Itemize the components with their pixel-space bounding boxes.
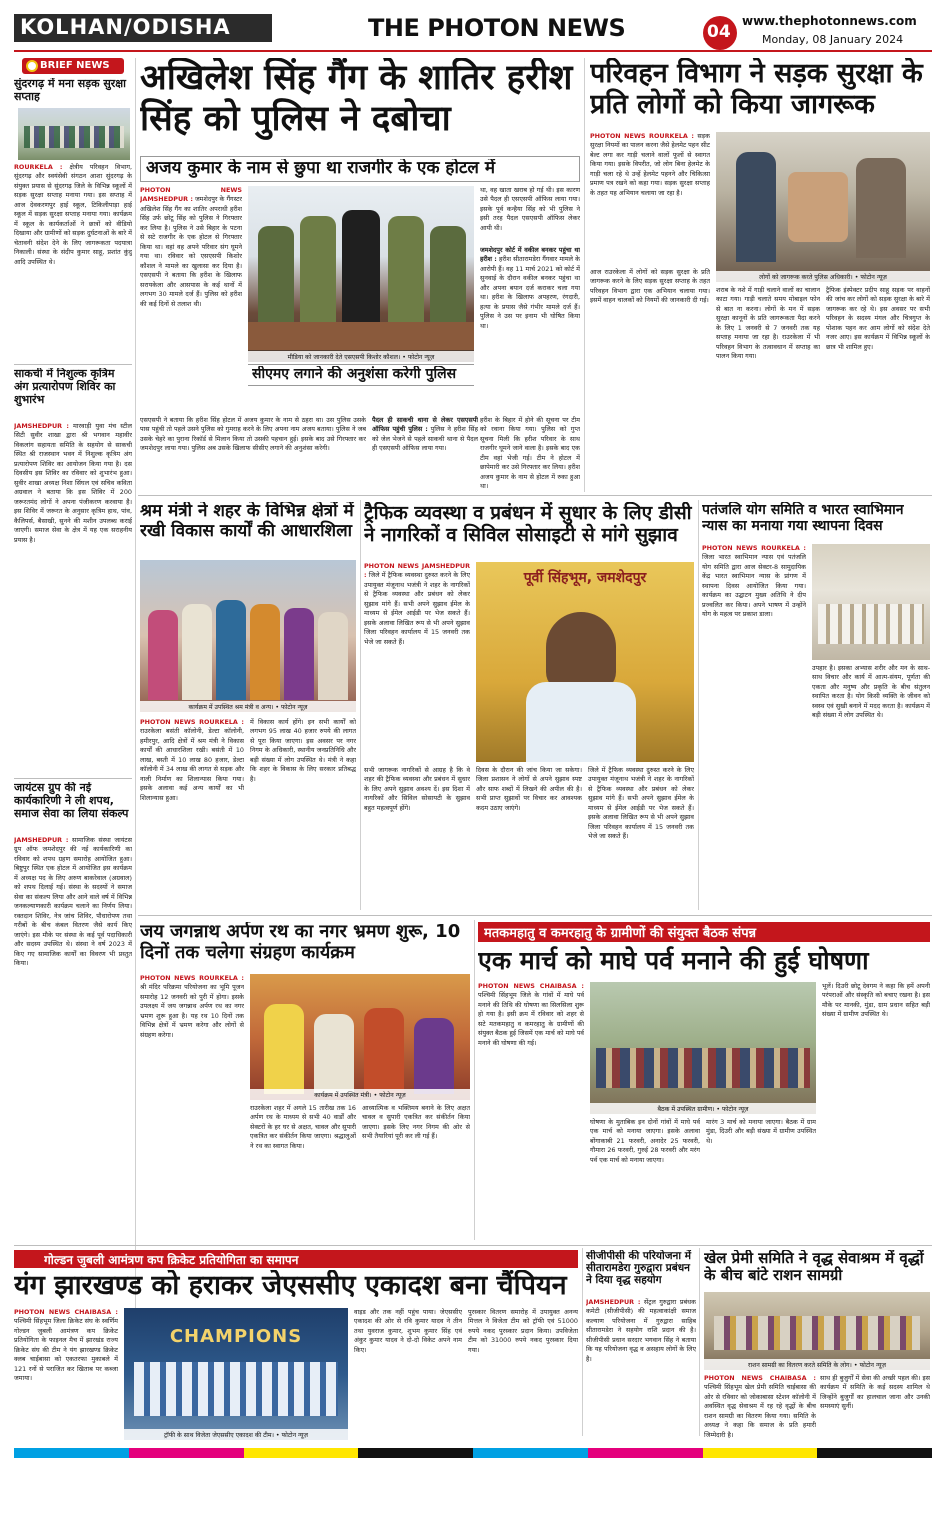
- lead-bottom-text: एसएसपी ने बताया कि हरीश सिंह होटल में अजय कुमार के नाम से ठहरा था। उस पुलिस उसके पास पहुंची तो पहले उसने पुलिस को गुमराह करने के लिए अपना नाम अजय बताया। पुलिस ने जब उसके चेहरे का पुराना रिकॉर्ड से मिलान किया तो उसकी पहचान हुई। इसके बाद उसे गिरफ्तार कर जमशेदपुर लाया गया। पुलिस अब उसके खिलाफ सीसीए लगाने की अनुशंसा करेगी।: [140, 416, 366, 453]
- photon-logo-icon: [26, 60, 38, 72]
- lead-sakchi-block: पैदल ही साकची थाना से लेकर एसएसपी ऑफिस पहुंची पुलिस : पुलिस ने हरीश सिंह को जेल भेजने से पहले साकची थाना से पैदल ही एसएसपी ऑफिस लाया गया।: [372, 416, 478, 453]
- cricket-col-1: PHOTON NEWS CHAIBASA : पश्चिमी सिंहभूम जिला क्रिकेट संघ के स्वर्णिम गोल्डन जुबली आमंत्रण कप क्रिकेट प्रतियोगिता के फाइनल मैच में झारखंड राज्य क्रिकेट संघ की टीम ने यंग झारखण्ड क्रिकेट क्लब चाईबासा को एकतरफा मुकाबले में 121 रनों से पराजित कर खिताब पर कब्जा जमाया।: [14, 1308, 118, 1383]
- transport-photo: [716, 132, 930, 282]
- cricket-headline: यंग झारखण्ड को हराकर जेएससीए एकादश बना चैंपियन: [14, 1270, 567, 1301]
- traffic-photo-label: पूर्वी सिंहभूम, जमशेदपुर: [523, 570, 647, 586]
- brief-body: JAMSHEDPUR : मारवाड़ी युवा मंच स्टील सिटी सुवीर शाखा द्वारा श्री भगवान महावीर विकलांग सहायता समिति के सहयोग से साकची स्थित श्री राजस्थान भवन में निशुल्क कृत्रिम अंग प्रत्यारोपण शिविर का आयोजन किया गया है। दस दिवसीय इस शिविर का रविवार को शुभारंभ हुआ। सुवीर शाखा अध्यक्ष निशा सिंघल एवं सचिव कविता अग्रवाल ने बताया कि इस शिविर में 200 जरूरतमंद लोगों ने अपना पंजीकरण करवाया है। इस शिविर में जरूरत के अनुसार कृत्रिम हाथ, पांव, कैलिपर्स, बैसाखी, सुनने की मशीन उपलब्ध कराई जाएगी। समाज सेवा के क्षेत्र में यह एक सराहनीय प्रयास है।: [14, 422, 132, 544]
- lead-col-extra: हरीश के बिहार में होने की सूचना पर टीम को रवाना किया गया। पुलिस को गुप्त सूचना मिली कि हरीश परिवार के साथ राजगीर घूमने जाने वाला है। इसके बाद एक टीम वहां भेजी गई। टीम ने होटल में छापेमारी कर उसे गिरफ्तार कर लिया। हरीश अजय कुमार के नाम से होटल में रुका हुआ था।: [480, 416, 580, 490]
- traffic-headline: ट्रैफिक व्यवस्था व प्रबंधन में सुधार के लिए डीसी ने नागरिकों व सिविल सोसाइटी से मांगे सुझाव: [364, 502, 692, 547]
- lead-col-1: PHOTON NEWS JAMSHEDPUR : जमशेदपुर के गैंगस्टर अखिलेश सिंह गैंग का शातिर अपराधी हरीश सिंह उर्फ छोटू सिंह को पुलिस ने गिरफ्तार कर लिया है। पुलिस ने उसे बिहार के पटना से सटे राजगीर के एक होटल से गिरफ्तार किया था। वहां वह अपने परिवार संग घूमने गया था। रविवार को एसएसपी किशोर कौशल ने मामले का खुलासा कर दिया है। एसएसपी ने बताया कि हरीश के खिलाफ सरायकेला और आसपास के कई थानों में लगभग 30 मामले दर्ज हैं। पुलिस को हरीश की कई दिनों से तलाश थी।: [140, 186, 242, 308]
- transport-story: [590, 56, 930, 492]
- jagannath-col-1: PHOTON NEWS ROURKELA : श्री मंदिर परिक्रमा परियोजना का भूमि पूजन समारोह 12 जनवरी को पुरी में होगा। इसके उपलक्ष्य में जय जगन्नाथ अर्पण रथ का नगर भ्रमण शुरू हुआ है। यह रथ 10 दिनों तक विभिन्न क्षेत्रों में भ्रमण करेगा और लोगों से संग्रहण करेगा।: [140, 974, 244, 1039]
- khel-col-2: साथ ही बुजुर्गों में सेवा की अच्छी पहल की। इस कार्यक्रम में समिति के कई सदस्य शामिल थे जिन्होंने बुजुर्गों का हालचाल जाना और उनकी समस्याएं सुनीं।: [820, 1374, 930, 1411]
- cricket-col-3: पुरस्कार वितरण समारोह में उपायुक्त अनन्य मित्तल ने विजेता टीम को ट्रॉफी एवं 51000 रुपये नकद पुरस्कार प्रदान किया। उपविजेता टीम को 31000 रुपये नकद पुरस्कार दिया गया।: [468, 1308, 578, 1354]
- traffic-col-4: जिले में ट्रैफिक व्यवस्था दुरुस्त करने के लिए उपायुक्त मंजूनाथ भजंत्री ने शहर के नागरिकों से ट्रैफिक व्यवस्था और प्रबंधन को लेकर सुझाव मांगे हैं। सभी अपने सुझाव ईमेल के माध्यम से ईमेल आईडी पर भेज सकते हैं। इसके अलावा लिखित रूप से भी अपने सुझाव जिला परिवहन कार्यालय में 15 जनवरी तक भेजे जा सकते हैं।: [588, 766, 694, 841]
- maghe-photo-caption: बैठक में उपस्थित ग्रामीण। • फोटोन न्यूज़: [590, 1103, 816, 1114]
- maghe-col-3: मारंग 3 मार्च को मनाया जाएगा। बैठक में ग्राम मुंडा, दिउरी और बड़ी संख्या में ग्रामीण उपस्थित थे।: [706, 1118, 816, 1145]
- brief-news-column: [14, 56, 132, 1434]
- maghe-headline: एक मार्च को माघे पर्व मनाने की हुई घोषणा: [478, 946, 869, 975]
- brief-headline: जायंटस ग्रुप की नई कार्यकारिणी ने ली शपथ, समाज सेवा का लिया संकल्प: [14, 782, 129, 820]
- patanjali-col-2: उपहार है। इसका अभ्यास शरीर और मन के साथ-साथ विचार और कार्य में आत्म-संयम, पूर्णता की एकता और मनुष्य और प्रकृति के बीच संतुलन स्थापित करता है। योग किसी व्यक्ति के जीवन को स्वस्थ एवं सुखी बनाने में मदद करता है। कार्यक्रम में बड़ी संख्या में लोग उपस्थित थे।: [812, 664, 930, 720]
- khel-photo: [704, 1292, 930, 1370]
- labour-headline: श्रम मंत्री ने शहर के विभिन्न क्षेत्रों में रखी विकास कार्यों की आधारशिला: [140, 502, 354, 541]
- jagannath-col-2: राउरकेला शहर में अगले 15 तारीख तक 16 अर्पण रथ के माध्यम से सभी 40 वार्डों और सेक्टरों के हर घर से अक्षत, चावल और सुपारी एकत्रित कर संकीर्तन किया जाएगा। श्रद्धालुओं ने रथ का स्वागत किया।: [250, 1104, 356, 1150]
- cricket-col-2: वाइड और तक नहीं पहुंच पाया। जेएससीए एकादश की ओर से रवि कुमार यादव ने तीन तथा युवराज कुमार, शुभम कुमार सिंह एवं अंकुर कुमार यादव ने दो-दो विकेट अपने नाम किए।: [354, 1308, 462, 1354]
- jagannath-photo: [250, 974, 470, 1100]
- lead-bottom-banner: सीएमए लगाने की अनुशंसा करेगी पुलिस: [252, 366, 457, 382]
- labour-story: [140, 500, 356, 912]
- traffic-col-2: सभी जागरूक नागरिकों से आग्रह है कि वे शहर की ट्रैफिक व्यवस्था और प्रबंधन में सुधार के लिए अपने सुझाव अवश्य दें। इस दिशा में नागरिकों और सिविल सोसायटी के सुझाव बहुत महत्वपूर्ण होंगे।: [364, 766, 470, 812]
- jagannath-photo-caption: कार्यक्रम में उपस्थित मंत्री। • फोटोन न्यूज़: [250, 1089, 470, 1100]
- maghe-story: [478, 920, 930, 1242]
- lead-headline: अखिलेश सिंह गैंग के शातिर हरीश सिंह को पुलिस ने दबोचा: [140, 58, 573, 139]
- brief-body: JAMSHEDPUR : सामाजिक संस्था जायंटस ग्रुप ऑफ जमशेदपुर की नई कार्यकारिणी का रविवार को शपथ ग्रहण समारोह आयोजित हुआ। बिष्टुपुर स्थित एक होटल में आयोजित इस कार्यक्रम में अध्यक्ष पद के लिए अरुण बाकरेवाल (अग्रवाल) को शपथ दिलाई गई। संस्था के सदस्यों ने समाज सेवा का संकल्प लिया और आने वाले वर्ष में विभिन्न जनकल्याणकारी कार्यक्रम चलाने का निर्णय लिया। रक्तदान शिविर, नेत्र जांच शिविर, पौधारोपण तथा गरीबों के बीच कंबल वितरण जैसे कार्य किए जाएंगे। इस मौके पर संस्था के कई पूर्व पदाधिकारी और सदस्य उपस्थित थे। संस्था ने वर्ष 2023 में किए गए सामाजिक कार्यों का विवरण भी प्रस्तुत किया।: [14, 836, 132, 968]
- transport-headline: परिवहन विभाग ने सड़क सुरक्षा के प्रति लोगों को किया जागरूक: [590, 58, 923, 121]
- khel-photo-caption: राशन सामग्री का वितरण करते समिति के लोग। • फोटोन न्यूज़: [704, 1359, 930, 1370]
- masthead-rule: [14, 50, 932, 52]
- traffic-photo: [476, 562, 694, 762]
- cricket-photo: [124, 1308, 348, 1440]
- paper-name: THE PHOTON NEWS: [368, 14, 626, 42]
- cricket-story: [14, 1248, 578, 1440]
- cricket-photo-caption: ट्रॉफी के साथ विजेता जेएससीए एकादश की टीम। • फोटोन न्यूज़: [124, 1429, 348, 1440]
- edition-date: Monday, 08 January 2024: [762, 33, 904, 46]
- brief-body: ROURKELA : क्षेत्रीय परिवहन विभाग, सुंदरगढ़ और स्वयंसेवी संगठन आशा सुंदरगढ़ के संयुक्त प्रयास से सुंदरगढ़ जिले के विभिन्न स्कूलों में सड़क सुरक्षा सप्ताह मनाया गया। इस सप्ताह में आज देवकरणपुर हाई स्कूल, टिकिलीपाड़ा हाई स्कूल में सड़क सुरक्षा सप्ताह मनाया गया। कार्यक्रम में स्कूल के कार्यकर्ताओं ने छात्रों को वीडियो दिखाया और ग्रामीणों को सड़क दुर्घटनाओं के बारे में चेतावनी संदेश देने के लिए जागरूकता पदयात्रा निकाली। संस्था के संदीप कुमार साहू, प्रशांत कुंदु आदि उपस्थित थे।: [14, 163, 132, 266]
- patanjali-photo: [812, 544, 930, 660]
- labour-col-2: में विकास कार्य होंगे। इन सभी कार्यों को लगभग 95 लाख 40 हजार रुपये की लागत से पूरा किया जाएगा। इस अवसर पर नगर निगम के अधिकारी, स्थानीय जनप्रतिनिधि और बड़ी संख्या में लोग उपस्थित थे। मंत्री ने कहा कि शहर के विकास के लिए सरकार प्रतिबद्ध है।: [250, 718, 356, 783]
- transport-col-3: शराब के नशे में गाड़ी चलाने वालों का चालान काटा गया। गाड़ी चलाते समय मोबाइल फोन से बात ना करना। लोगों के मन में सड़क सुरक्षा कानूनों के प्रति जागरूकता पैदा करने के लिए 1 जनवरी से 7 जनवरी तक यह सप्ताह मनाया जा रहा है। राउरकेला में भी परिवहन विभाग के तत्वावधान में सप्ताह का पालन किया गया।: [716, 286, 820, 361]
- brief-headline: साकची में निशुल्क कृत्रिम अंग प्रत्यारोपण शिविर का शुभारंभ: [14, 368, 116, 406]
- traffic-col-1: PHOTON NEWS JAMSHEDPUR : जिले में ट्रैफिक व्यवस्था दुरुस्त करने के लिए उपायुक्त मंजूनाथ भजंत्री ने शहर के नागरिकों से ट्रैफिक व्यवस्था और प्रबंधन को लेकर सुझाव मांगे हैं। सभी अपने सुझाव ईमेल के माध्यम से ईमेल आईडी पर भेज सकते हैं। इसके अलावा लिखित रूप से भी अपने सुझाव जिला परिवहन कार्यालय में 15 जनवरी तक भेजे जा सकते हैं।: [364, 562, 470, 646]
- brief-headline: सुंदरगढ़ में मना सड़क सुरक्षा सप्ताह: [14, 78, 127, 103]
- cricket-banner: गोल्डन जुबली आमंत्रण कप क्रिकेट प्रतियोगिता का समापन: [44, 1253, 299, 1267]
- lead-col-4: था, वह खाता खराब हो गई थी। इस कारण उसे पैदल ही एसएसपी ऑफिस लाया गया। इसके पूर्व कन्हैया सिंह को भी पुलिस ने इसी तरह पैदल एसएसपी ऑफिस लेकर आयी थी।: [480, 186, 580, 232]
- patanjali-headline: पतंजलि योग समिति व भारत स्वाभिमान न्यास का मनाया गया स्थापना दिवस: [702, 502, 904, 535]
- lead-story: [140, 56, 580, 492]
- brief-photo: [18, 108, 130, 160]
- footer-color-bar: [14, 1448, 932, 1458]
- traffic-col-3: दिवस के दौरान की जांच किया जा सकेगा। जिला प्रशासन ने लोगों से अपने सुझाव स्पष्ट और साफ शब्दों में लिखने की अपील की है। सभी प्राप्त सुझावों पर विचार कर आवश्यक कदम उठाए जाएंगे।: [476, 766, 582, 812]
- maghe-photo: [590, 982, 816, 1114]
- khel-headline: खेल प्रेमी समिति ने वृद्ध सेवाश्रम में वृद्धों के बीच बांटे राशन सामग्री: [704, 1250, 924, 1285]
- labour-photo-caption: कार्यक्रम में उपस्थित श्रम मंत्री व अन्य। • फोटोन न्यूज़: [140, 701, 356, 712]
- masthead: [0, 0, 945, 52]
- lead-photo-caption: मीडिया को जानकारी देते एसएसपी किशोर कौशल। • फोटोन न्यूज़: [248, 351, 474, 362]
- maghe-banner: मतकमहातु व कमरहातु के ग्रामीणों की संयुक्त बैठक संपन्न: [484, 926, 757, 941]
- maghe-col-4: भूलें। दिउरी छोटू देवगम ने कहा कि हमें अपनी परंपराओं और संस्कृति को बचाए रखना है। इस मौके पर मानकी, मुंडा, ग्राम प्रधान सहित बड़ी संख्या में ग्रामीण उपस्थित थे।: [822, 982, 930, 1019]
- transport-col-2: आज राउरकेला में लोगों को सड़क सुरक्षा के प्रति जागरूक करने के लिए सड़क सुरक्षा सप्ताह के तहत परिवहन विभाग द्वारा एक अभियान चलाया गया। इसमें वाहन चालकों को नियमों की जानकारी दी गई।: [590, 268, 710, 305]
- lead-subhead: अजय कुमार के नाम से छुपा था राजगीर के एक होटल में: [146, 159, 496, 178]
- khel-story: [704, 1248, 930, 1440]
- brief-news-label-text: BRIEF NEWS: [40, 60, 110, 71]
- labour-col-1: PHOTON NEWS ROURKELA : राउरकेला बसंती कॉलोनी, डेल्टा कॉलोनी, हमीरपुर, आदि क्षेत्रों में श्रम मंत्री ने विकास कार्यों की आधारशिला रखी। बसंती में 10 लाख, बस्ती में 10 लाख 80 हजार, डेल्टा कॉलोनी में 34 लाख की लागत से सड़क और नाली निर्माण का शिलान्यास किया गया। इसके अलावा कई अन्य कार्यों का भी शिलान्यास हुआ।: [140, 718, 244, 802]
- cgpc-col-1: JAMSHEDPUR : सेंट्रल गुरुद्वारा प्रबंधक कमेटी (सीजीपीसी) की महत्वाकांक्षी समाज कल्याण परियोजना में गुरुद्वारा साहिब सीतारामडेरा ने सहयोग राशि प्रदान की है। सीजीपीसी प्रधान सरदार भगवान सिंह ने बताया कि यह परियोजना वृद्ध व असहाय लोगों के लिए है।: [586, 1298, 696, 1363]
- lead-court-block: जमशेदपुर कोर्ट में वकील बनकर पहुंचा था हरीश : हरीश सीतारामडेरा गैंगवार मामले के आरोपी हैं। वह 11 मार्च 2021 को कोर्ट में सुनवाई के दौरान वकील बनकर पहुंचा था और अपना बयान दर्ज कराकर चला गया था। हरीश के खिलाफ अपहरण, रंगदारी, हत्या के प्रयास जैसे गंभीर मामले दर्ज हैं। पुलिस ने उस पर इनाम भी घोषित किया था।: [480, 246, 580, 330]
- lead-photo: [248, 186, 474, 362]
- transport-photo-caption: लोगों को जागरूक करते पुलिस अधिकारी। • फोटोन न्यूज़: [716, 271, 930, 282]
- traffic-story: [364, 500, 694, 912]
- page-number: 04: [707, 22, 731, 42]
- transport-col-1: PHOTON NEWS ROURKELA : सड़क सुरक्षा नियमों का पालन करना जैसे हेलमेट पहन सीट बेल्ट लगा कर गाड़ी चलाने वालों फूलों से स्वागत किया गया। इसके विपरीत, जो लोग बिना हेलमेट के गाड़ी चला रहे थे उन्हें हेलमेट पहनने और चिकित्सा प्रमाण पत्र रखने को कहा गया। सड़क सुरक्षा सप्ताह के तहत यह अभियान चलाया जा रहा है।: [590, 132, 710, 197]
- cgpc-headline: सीजीपीसी की परियोजना में सीतारामडेरा गुरुद्वारा प्रबंधन ने दिया वृद्ध सहयोग: [586, 1250, 691, 1287]
- maghe-col-2: घोषणा के मुताबिक इन दोनों गांवों में माघे पर्व एक मार्च को मनाया जाएगा। इसके अलावा बोंगाकाबी 21 फरवरी, अनादेर 25 फरवरी, गौमारा 26 फरवरी, गुरुई 28 फरवरी और मरंग पर्व एक मार्च को मनाया जाएगा।: [590, 1118, 700, 1164]
- jagannath-col-3: आध्यात्मिक व भक्तिमय बनाने के लिए अक्षत चावल व सुपारी एकत्रित कर संकीर्तन किया जाएगा। इसके लिए नगर निगम की ओर से सभी तैयारियां पूरी कर ली गई हैं।: [362, 1104, 470, 1141]
- cgpc-story: [586, 1248, 696, 1440]
- jagannath-headline: जय जगन्नाथ अर्पण रथ का नगर भ्रमण शुरू, 10 दिनों तक चलेगा संग्रहण कार्यक्रम: [140, 922, 461, 963]
- labour-photo: [140, 560, 356, 712]
- section-title: KOLHAN/ODISHA: [20, 15, 231, 39]
- khel-col-1: PHOTON NEWS CHAIBASA : पश्चिमी सिंहभूम खेल प्रेमी समिति चाईबासा की ओर से रविवार को जोकाबासा स्टेशन कॉलोनी में अवस्थित वृद्ध सेवाश्रम में रह रहे वृद्धों के बीच राशन सामग्री का वितरण किया गया। समिति के अध्यक्ष ने कहा कि समाज के प्रति हमारी जिम्मेदारी है।: [704, 1374, 816, 1439]
- website-link[interactable]: www.thephotonnews.com: [742, 14, 917, 28]
- patanjali-col-1: PHOTON NEWS ROURKELA : जिला भारत स्वाभिमान न्यास एवं पतंजलि योग समिति द्वारा आज सेक्टर-8 सामुदायिक केंद्र भारत स्वाभिमान न्यास के प्रांगण में स्थापना दिवस आयोजित किया गया। कार्यक्रम का उद्घाटन मुख्य अतिथि ने दीप प्रज्वलित कर किया। अपने भाषण में उन्होंने योग के महत्व पर प्रकाश डाला।: [702, 544, 806, 619]
- jagannath-story: [140, 920, 470, 1242]
- patanjali-story: [702, 500, 930, 912]
- maghe-col-1: PHOTON NEWS CHAIBASA : पश्चिमी सिंहभूम जिले के गांवों में माघे पर्व मनाने की तिथि की घोषणा का सिलसिला शुरू हो गया है। इसी क्रम में रविवार को शहर से सटे मतकमहातु व कमरहातु के ग्रामीणों की संयुक्त बैठक हुई जिसमें एक मार्च को माघे पर्व मनाने की घोषणा की गई।: [478, 982, 584, 1047]
- transport-col-4: ट्रैफिक इंस्पेक्टर प्रदीप साहू सड़क पर वाहनों की जांच कर लोगों को सड़क सुरक्षा के बारे में जागरूक कर रहे थे। इस अवसर पर सभी परिवहन के सदस्य मंगल और चित्रगुप्त के पोशाक पहन कर आम लोगों को संदेश देते नजर आए। इस कार्यक्रम में विभिन्न स्कूलों के छात्र भी शामिल हुए।: [826, 286, 930, 351]
- cricket-photo-label: CHAMPIONS: [169, 1326, 303, 1347]
